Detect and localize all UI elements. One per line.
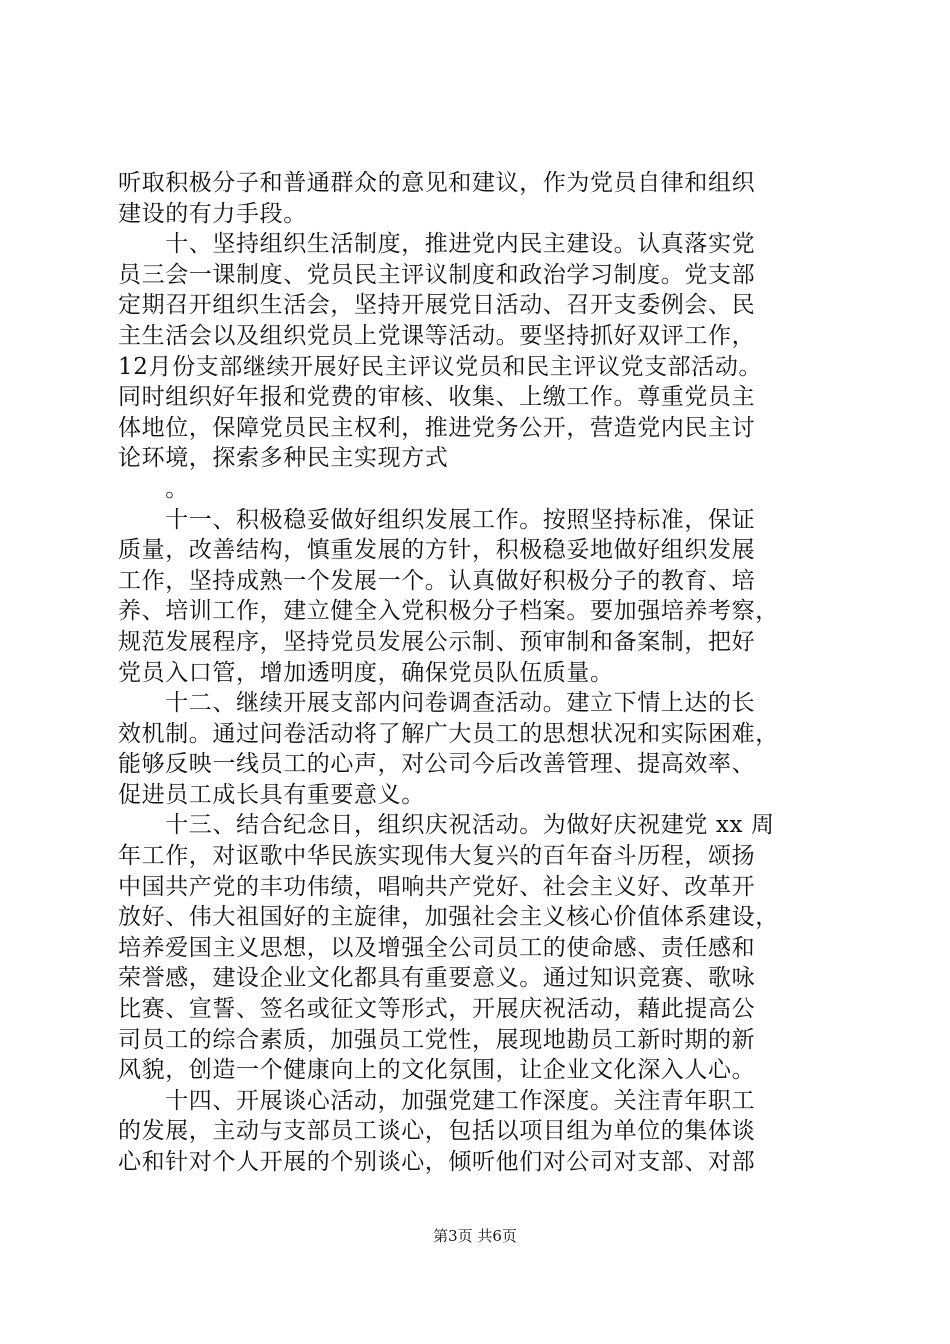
text-line: 效机制。通过问卷活动将了解广大员工的思想状况和实际困难， xyxy=(118,720,779,747)
text-line: 十三、结合纪念日，组织庆祝活动。为做好庆祝建党 xx 周 xyxy=(118,812,775,839)
text-line: 心和针对个人开展的个别谈心，倾听他们对公司对支部、对部 xyxy=(118,1149,756,1175)
text-line: 十、坚持组织生活制度，推进党内民主建设。认真落实党 xyxy=(118,231,756,258)
text-line: 论环境，探索多种民主实现方式 xyxy=(118,445,449,472)
text-line: 员三会一课制度、党员民主评议制度和政治学习制度。党支部 xyxy=(118,261,756,288)
text-line: 建设的有力手段。 xyxy=(118,200,307,227)
page-footer: 第3页 共6页 xyxy=(433,1227,517,1245)
text-line: 中国共产党的丰功伟绩，唱响共产党好、社会主义好、改革开 xyxy=(118,873,756,900)
text-line: 质量，改善结构，慎重发展的方针，积极稳妥地做好组织发展 xyxy=(118,537,756,564)
text-line: 促进员工成长具有重要意义。 xyxy=(118,781,425,808)
text-line: 养、培训工作，建立健全入党积极分子档案。要加强培养考察， xyxy=(118,598,779,625)
text-line: 定期召开组织生活会，坚持开展党日活动、召开支委例会、民 xyxy=(118,292,756,319)
text-line: 十四、开展谈心活动，加强党建工作深度。关注青年职工 xyxy=(118,1087,756,1114)
text-line: 比赛、宣誓、签名或征文等形式，开展庆祝活动，藉此提高公 xyxy=(118,996,756,1023)
text-line: 党员入口管，增加透明度，确保党员队伍质量。 xyxy=(118,659,614,686)
text-line: 主生活会以及组织党员上党课等活动。要坚持抓好双评工作， xyxy=(118,322,756,349)
text-line: 司员工的综合素质，加强员工党性，展现地勘员工新时期的新 xyxy=(118,1026,756,1053)
text-line: 荣誉感，建设企业文化都具有重要意义。通过知识竞赛、歌咏 xyxy=(118,965,756,992)
text-line: 12月份支部继续开展好民主评议党员和民主评议党支部活动。 xyxy=(118,353,763,380)
text-line: 培养爱国主义思想，以及增强全公司员工的使命感、责任感和 xyxy=(118,934,756,961)
text-line: 能够反映一线员工的心声，对公司今后改善管理、提高效率、 xyxy=(118,751,756,778)
text-line: 。 xyxy=(118,475,189,502)
text-line: 风貌，创造一个健康向上的文化氛围，让企业文化深入人心。 xyxy=(118,1057,756,1084)
text-line: 的发展，主动与支部员工谈心，包括以项目组为单位的集体谈 xyxy=(118,1118,756,1145)
body-text xyxy=(118,168,840,1178)
text-line: 听取积极分子和普通群众的意见和建议，作为党员自律和组织 xyxy=(118,170,756,196)
text-line: 同时组织好年报和党费的审核、收集、上缴工作。尊重党员主 xyxy=(118,384,756,411)
text-line: 规范发展程序，坚持党员发展公示制、预审制和备案制，把好 xyxy=(118,628,756,655)
text-line: 十一、积极稳妥做好组织发展工作。按照坚持标准，保证 xyxy=(118,506,756,533)
text-line: 工作，坚持成熟一个发展一个。认真做好积极分子的教育、培 xyxy=(118,567,756,594)
text-line: 放好、伟大祖国好的主旋律，加强社会主义核心价值体系建设， xyxy=(118,904,779,931)
text-line: 体地位，保障党员民主权利，推进党务公开，营造党内民主讨 xyxy=(118,414,756,441)
text-line: 十二、继续开展支部内问卷调查活动。建立下情上达的长 xyxy=(118,690,756,717)
text-line: 年工作，对讴歌中华民族实现伟大复兴的百年奋斗历程，颂扬 xyxy=(118,843,756,870)
